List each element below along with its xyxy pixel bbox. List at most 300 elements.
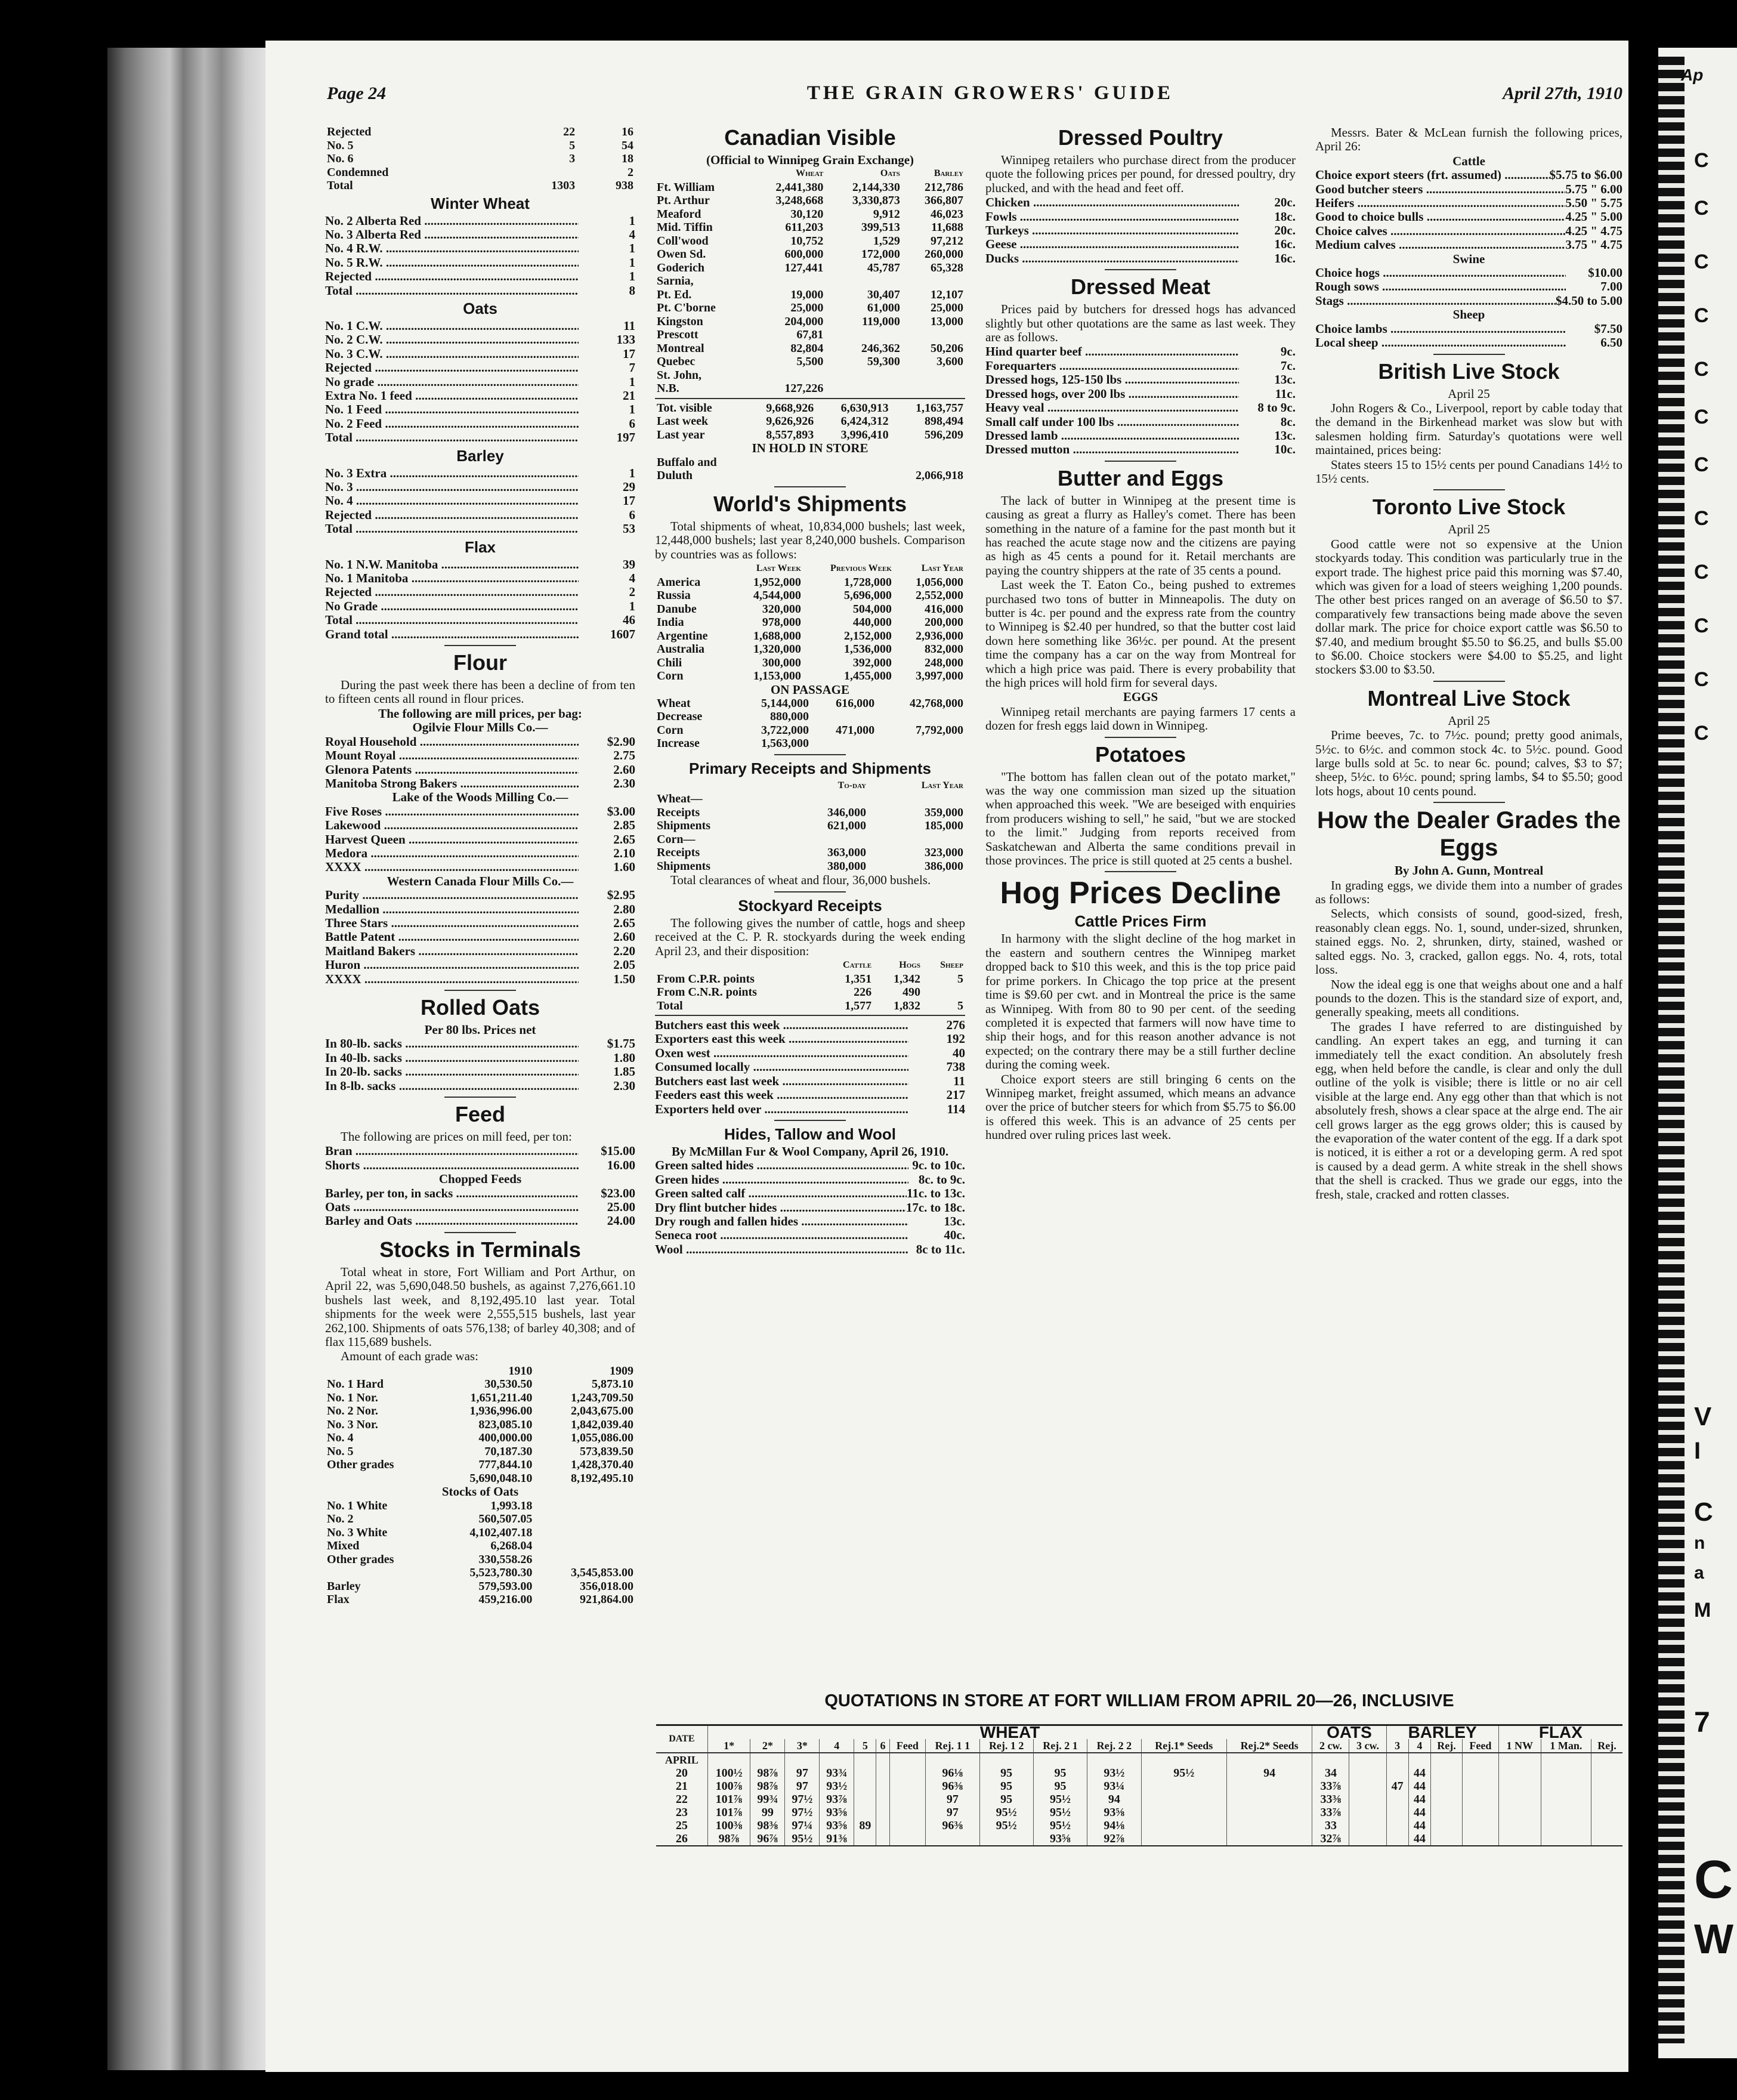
facing-page-glyph: C	[1694, 358, 1709, 381]
cell-value: 1,952,000	[753, 575, 801, 589]
price-row	[325, 735, 635, 749]
table-row	[325, 1472, 635, 1486]
cell-value: 1,455,000	[843, 669, 892, 683]
item-value: 11	[623, 318, 635, 333]
year-header: 1909	[610, 1364, 633, 1378]
price-row	[655, 1032, 965, 1046]
price-row	[325, 903, 635, 916]
quote-price: 93⅝	[820, 1806, 854, 1819]
quote-price	[889, 1832, 926, 1846]
item-value: 5.50 " 5.75	[1565, 196, 1622, 211]
table-row	[325, 1566, 635, 1580]
item-value: 197	[616, 430, 635, 445]
row-label: Mixed	[327, 1539, 360, 1553]
cell-value: 560,507.05	[478, 1512, 533, 1526]
subheading: IN HOLD IN STORE	[752, 441, 868, 456]
quote-price	[1386, 1832, 1408, 1846]
table-row	[325, 1404, 635, 1418]
item-value: 16c.	[1274, 237, 1296, 252]
cell-value	[777, 833, 868, 847]
quote-price	[1431, 1819, 1463, 1832]
quote-price: 44	[1408, 1767, 1430, 1780]
toronto-heading: Toronto Live Stock	[1372, 495, 1566, 520]
item-value: 1	[629, 213, 635, 228]
item-label: Grand total .....	[325, 628, 579, 641]
item-label: Shorts .....	[325, 1159, 579, 1172]
price-row	[325, 805, 635, 819]
cell-value: 366,807	[925, 194, 963, 208]
table-row	[325, 1553, 635, 1567]
cell-value: 5,696,000	[843, 589, 892, 603]
quote-price: 93⅞	[820, 1793, 854, 1806]
flour-heading: Flour	[453, 650, 507, 675]
price-row	[325, 930, 635, 944]
quote-price	[1498, 1767, 1541, 1780]
subheading: (Official to Winnipeg Grain Exchange)	[706, 153, 914, 167]
table-row	[655, 181, 965, 194]
cell-value: 50,206	[931, 341, 963, 355]
cell-value: 3,996,410	[840, 428, 889, 441]
item-value: $10.00	[1588, 265, 1622, 280]
cell-value: 6,268.04	[490, 1539, 533, 1553]
paragraph: Now the ideal egg is one that weighs about one and a half pounds to the dozen. This is the standard size of export, and, generally speaking, meets all conditions.	[1315, 977, 1622, 1020]
item-label: Small calf under 100 lbs .....	[985, 415, 1239, 429]
facing-page-glyph: C	[1694, 614, 1709, 637]
quote-column-header: 2 cw.	[1312, 1739, 1349, 1753]
item-label: Dressed mutton .....	[985, 443, 1239, 456]
quote-price: 95½	[785, 1832, 820, 1846]
cell-empty	[1463, 1753, 1499, 1767]
quote-price	[979, 1832, 1033, 1846]
cell-value: 3	[569, 152, 576, 165]
item-value: 25.00	[607, 1200, 635, 1215]
item-label: Total .....	[325, 522, 579, 536]
row-label: From C.P.R. points	[657, 972, 755, 986]
item-label: Glenora Patents .....	[325, 763, 579, 777]
row-label: Owen Sd.	[657, 248, 706, 261]
book-binding	[107, 48, 280, 2070]
table-row	[655, 710, 965, 724]
quote-price	[1349, 1793, 1386, 1806]
item-value: 13c.	[1274, 428, 1296, 443]
quote-price: 97	[926, 1793, 979, 1806]
item-value: $5.75 to $6.00	[1549, 168, 1622, 183]
meat-heading: Dressed Meat	[1070, 274, 1211, 299]
price-row	[985, 196, 1296, 209]
item-value: $23.00	[601, 1185, 635, 1200]
paragraph: Selects, which consists of sound, good-sized, fresh, reasonably clean eggs. No. 1, sound, under-sized, shrunken, stained eggs. No. 2, shrunken, dirty, stained, washed or salted eggs. No. 3, cracked, gallon eggs. No. 4, rots, total loss.	[1315, 906, 1622, 977]
item-value: 16c.	[1274, 251, 1296, 265]
divider	[444, 1097, 516, 1098]
row-label: Other grades	[327, 1552, 394, 1566]
item-label: Choice hogs .....	[1315, 266, 1566, 280]
cell-value: 82,804	[790, 341, 824, 355]
table-row	[325, 1458, 635, 1472]
quote-price: 96⅞	[750, 1832, 785, 1846]
quote-price	[1386, 1806, 1408, 1819]
oat-stocks-table	[325, 1499, 635, 1607]
quote-row	[656, 1780, 1622, 1793]
item-label: Dressed hogs, over 200 lbs .....	[985, 387, 1239, 401]
cell-value: 621,000	[827, 819, 866, 833]
quote-price: 33⅞	[1312, 1780, 1349, 1793]
price-row	[325, 228, 635, 242]
quote-price: 33	[1312, 1819, 1349, 1832]
quote-price: 101⅞	[707, 1793, 750, 1806]
quote-column-header: Rej. 1 1	[926, 1739, 979, 1753]
cell-empty	[1591, 1753, 1622, 1767]
price-row	[325, 1214, 635, 1228]
item-label: Rejected .....	[325, 270, 579, 283]
facing-page-glyph: V	[1694, 1402, 1712, 1431]
cell-value	[534, 1499, 635, 1513]
price-row	[325, 763, 635, 777]
cell-value: 6,424,312	[840, 415, 889, 428]
quote-price: 95½	[979, 1819, 1033, 1832]
price-row	[655, 1228, 965, 1242]
quote-column-header: 2*	[750, 1739, 785, 1753]
quote-price	[926, 1832, 979, 1846]
table-row	[655, 589, 965, 603]
facing-page-glyph: C	[1694, 507, 1709, 530]
column-2	[655, 122, 965, 1691]
cell-empty	[1226, 1753, 1312, 1767]
subheading: Cattle	[1452, 153, 1485, 168]
quote-price: 44	[1408, 1819, 1430, 1832]
quote-price: 93¾	[820, 1767, 854, 1780]
row-label	[325, 1566, 433, 1580]
oats-group: OATS	[1312, 1725, 1386, 1740]
cell-value: 2,043,675.00	[571, 1404, 633, 1418]
row-label: Mid. Tiffin	[657, 221, 713, 234]
item-label: No. 2 Alberta Red .....	[325, 214, 579, 228]
table-row	[655, 724, 965, 737]
item-label: Choice export steers (frt. assumed) .....	[1315, 168, 1550, 182]
quote-price	[889, 1806, 926, 1819]
cell-value: 1,351	[845, 972, 872, 986]
facing-page-edge	[1658, 48, 1737, 2058]
price-row	[325, 1144, 635, 1158]
section-title: Flax	[464, 538, 496, 556]
price-row	[1315, 224, 1622, 238]
wheat-group: WHEAT	[707, 1725, 1312, 1740]
cell-value: 9,912	[873, 207, 900, 221]
row-label: No. 3 Nor.	[327, 1418, 378, 1431]
stocks-heading: Stocks in Terminals	[379, 1237, 581, 1262]
row-label: Argentine	[657, 629, 708, 643]
item-label: Chicken .....	[985, 196, 1239, 209]
price-row	[325, 467, 635, 480]
cell-value: 471,000	[836, 723, 875, 737]
paragraph: Prime beeves, 7c. to 7½c. pound; pretty good animals, 5½c. to 6½c. and common stock 4c. to 5½c. pound. Good large bulls sold at 5c. to near 6c. pound; calves, $3 to $7; sheep, 5½c. to 6½c. pound; spring lambs, $4 to $5.50; good lots hogs, about 10 cents pound.	[1315, 728, 1622, 798]
dateline: April 25	[1448, 713, 1490, 728]
item-label: Bran .....	[325, 1144, 579, 1158]
subheading: ON PASSAGE	[770, 682, 850, 697]
feed-heading: Feed	[455, 1102, 506, 1127]
price-row	[325, 1200, 635, 1214]
item-label: Heavy veal .....	[985, 401, 1239, 415]
paragraph: During the past week there has been a decline of from ten to fifteen cents all round in flour prices.	[325, 678, 635, 706]
canadian-visible-heading: Canadian Visible	[724, 125, 896, 150]
item-value: 4	[629, 227, 635, 242]
row-label: Corn—	[657, 832, 696, 846]
quote-price: 95½	[1033, 1793, 1087, 1806]
table-row	[655, 355, 965, 369]
paragraph: Total shipments of wheat, 10,834,000 bushels; last week, 12,448,000 bushels; last year 8,240,000 bushels. Comparison by countries was as follows:	[655, 518, 965, 561]
cell-value	[825, 369, 902, 382]
quote-price	[876, 1832, 889, 1846]
item-value: 17	[623, 346, 635, 361]
table-row	[655, 669, 965, 683]
price-row	[655, 1018, 965, 1032]
cell-value: 61,000	[867, 301, 900, 315]
cell-value: 3,330,873	[852, 194, 900, 208]
quote-row	[656, 1819, 1622, 1832]
cell-value: 59,300	[867, 355, 900, 369]
price-row	[1315, 336, 1622, 350]
price-row	[1315, 168, 1622, 182]
price-row	[325, 860, 635, 874]
divider	[444, 1232, 516, 1233]
item-value: 2	[629, 585, 635, 600]
cell-value: 4,544,000	[753, 589, 801, 603]
item-label: In 80-lb. sacks .....	[325, 1037, 579, 1051]
divider	[1105, 461, 1176, 462]
quote-price: 95½	[1141, 1767, 1226, 1780]
item-value: 6	[629, 507, 635, 522]
cell-empty	[750, 1753, 785, 1767]
cell-value	[922, 986, 965, 999]
item-value: 1.50	[613, 971, 635, 986]
table-row	[655, 315, 965, 329]
table-row	[655, 261, 965, 275]
item-value: 29	[623, 480, 635, 494]
item-label: Rejected .....	[325, 361, 579, 375]
cell-value: 13,000	[931, 314, 963, 328]
row-label: Total	[657, 999, 683, 1012]
quote-price	[1349, 1832, 1386, 1846]
facing-page-glyph: a	[1694, 1563, 1704, 1583]
cell-value: 5,873.10	[592, 1378, 633, 1391]
cell-value: 22	[563, 125, 576, 138]
item-label: No grade .....	[325, 375, 579, 389]
cell-empty	[1141, 1753, 1226, 1767]
paragraph: The following are mill prices, per bag:	[378, 706, 582, 721]
cell-empty	[1431, 1753, 1463, 1767]
row-label: Goderich	[657, 261, 704, 274]
cell-value: 65,328	[931, 261, 963, 274]
item-value: 1607	[610, 626, 635, 641]
quote-price	[1431, 1767, 1463, 1780]
table-row	[655, 643, 965, 656]
item-value: 1	[629, 402, 635, 417]
quote-price: 96⅜	[926, 1819, 979, 1832]
quote-price	[1541, 1819, 1591, 1832]
price-row	[985, 387, 1296, 401]
row-label: Pt. Ed.	[657, 288, 692, 301]
item-value: 11c.	[1275, 386, 1296, 401]
column-header: Hogs	[899, 960, 920, 971]
item-value: 9c.	[1280, 344, 1296, 359]
item-value: 24.00	[607, 1213, 635, 1228]
cell-value: 380,000	[827, 859, 866, 873]
cell-value: 823,085.10	[478, 1418, 533, 1431]
item-label: Local sheep .....	[1315, 336, 1566, 350]
price-row	[325, 888, 635, 902]
price-row	[325, 916, 635, 930]
quote-price	[1349, 1780, 1386, 1793]
facing-page-glyph: C	[1694, 668, 1709, 691]
ornamental-border	[1658, 57, 1685, 2043]
column-header: Last Year	[921, 563, 963, 574]
cell-value: 5,690,048.10	[469, 1471, 533, 1485]
cell-value: 490	[902, 986, 920, 999]
table-row	[655, 603, 965, 616]
quote-price	[1591, 1780, 1622, 1793]
cell-value: 25,000	[931, 301, 963, 315]
column-header: Wheat	[795, 168, 824, 179]
quote-column-header: Rej.	[1591, 1739, 1622, 1753]
price-row	[325, 403, 635, 416]
cell-value	[534, 1512, 635, 1526]
cell-value: 579,593.00	[478, 1579, 533, 1593]
cell-value: 5,523,780.30	[469, 1566, 533, 1580]
item-value: 18c.	[1274, 209, 1296, 224]
table-row	[655, 402, 965, 415]
divider	[1105, 737, 1176, 738]
cell-value: 1,536,000	[843, 643, 892, 656]
facing-page-glyph: C	[1694, 406, 1709, 428]
row-label: Rejected	[327, 125, 372, 138]
butter-heading: Butter and Eggs	[1057, 465, 1223, 490]
cell-value: 172,000	[861, 248, 900, 261]
quote-price: 97	[926, 1806, 979, 1819]
cell-value: 921,864.00	[580, 1593, 633, 1607]
divider	[774, 486, 846, 487]
quote-price	[1141, 1780, 1226, 1793]
quote-price	[1463, 1793, 1499, 1806]
item-label: XXXX .....	[325, 972, 579, 986]
cell-value: 1,563,000	[761, 737, 809, 751]
table-row	[325, 1418, 635, 1432]
montreal-heading: Montreal Live Stock	[1367, 685, 1571, 711]
item-label: Good to choice bulls .....	[1315, 210, 1565, 224]
paragraph: Total wheat in store, Fort William and Port Arthur, on April 22, was 5,690,048.50 bushels, as against 7,276,661.10 bushels last week, and 8,192,495.10 last year. Total shipments for the week were 2,555,515 bushels, last year 262,100. Shipments of oats 576,138; of barley 40,308; and of flax 115,689 bushels.	[325, 1264, 635, 1349]
quote-price	[1541, 1767, 1591, 1780]
item-label: Medora .....	[325, 847, 579, 860]
item-label: In 40-lb. sacks .....	[325, 1051, 579, 1065]
quotations-title: QUOTATIONS IN STORE AT FORT WILLIAM FROM APRIL 20—26, INCLUSIVE	[824, 1691, 1454, 1710]
quote-price	[1386, 1819, 1408, 1832]
quote-price: 95½	[1033, 1806, 1087, 1819]
cell-value: 1,163,757	[916, 401, 963, 415]
price-row	[985, 224, 1296, 237]
item-value: 17c. to 18c.	[905, 1200, 965, 1215]
row-label: Buffalo and	[657, 455, 717, 469]
table-row	[655, 860, 965, 873]
quote-price	[1226, 1780, 1312, 1793]
cell-value: 25,000	[790, 301, 824, 315]
price-row	[325, 558, 635, 572]
cell-value	[534, 1539, 635, 1553]
item-label: Mount Royal .....	[325, 749, 579, 762]
item-value: 1	[629, 374, 635, 389]
quote-price: 100½	[707, 1767, 750, 1780]
item-label: Medallion .....	[325, 903, 579, 916]
item-label: Dressed hogs, 125-150 lbs .....	[985, 373, 1239, 387]
quote-column-header: 4	[820, 1739, 854, 1753]
paragraph: In harmony with the slight decline of the hog market in the eastern and southern centres the Winnipeg market dropped back to $10 this week, and this is the top price paid for prime porkers. In Chicago the top price at the present time is $9.60 per cwt. and in Montreal the price is the same as Winnipeg. With from 80 to 90 per cent. of the seeding completed it is expected that farmers will now have time to ship their hogs, and for this reason another advance is not expected; on the contrary there may be a still further decline during the coming week.	[985, 931, 1296, 1072]
quote-price	[854, 1793, 876, 1806]
price-row	[1315, 196, 1622, 210]
row-label: Receipts	[657, 846, 700, 860]
quote-price	[854, 1806, 876, 1819]
quote-row	[656, 1832, 1622, 1846]
quote-column-header: 6	[876, 1739, 889, 1753]
table-row	[655, 697, 965, 711]
item-label: Good butcher steers .....	[1315, 183, 1565, 196]
cell-value: 596,209	[925, 428, 963, 441]
cell-value: 1,342	[893, 972, 920, 986]
facing-page-glyph: C	[1694, 453, 1709, 476]
item-label: Butchers east last week .....	[655, 1074, 908, 1088]
paragraph: "The bottom has fallen clean out of the potato market," was the way one commission man sized up the situation when approached this week. "We are beseiged with enquiries from producers wishing to sell," he said, "but we are stocked to the limit." Judging from reports received from Saskatchewan and Alberta the same conditions prevail in those provinces. The price is still quoted at 25 cents a bushel.	[985, 769, 1296, 868]
facing-page-glyph: C	[1694, 1850, 1733, 1910]
quote-price	[1541, 1832, 1591, 1846]
item-value: 2.30	[613, 776, 635, 790]
cell-value: 2,152,000	[843, 629, 892, 643]
cell-value: 1,728,000	[843, 575, 892, 589]
dateline: April 25	[1448, 386, 1490, 401]
quote-price: 44	[1408, 1793, 1430, 1806]
quote-price	[1349, 1806, 1386, 1819]
cell-value: 5	[957, 972, 963, 986]
item-label: Purity .....	[325, 888, 579, 902]
price-row	[325, 522, 635, 536]
quote-price: 100⅞	[707, 1780, 750, 1793]
cell-value: 1,842,039.40	[571, 1418, 633, 1431]
byline: By John A. Gunn, Montreal	[1394, 863, 1544, 878]
item-value: 6	[629, 416, 635, 431]
cell-value	[902, 369, 965, 382]
item-label: In 20-lb. sacks .....	[325, 1065, 579, 1079]
cell-value: 11,688	[931, 221, 963, 234]
paragraph: States steers 15 to 15½ cents per pound Canadians 14½ to 15½ cents.	[1315, 457, 1622, 486]
price-row	[985, 443, 1296, 456]
row-label: Last week	[657, 415, 709, 428]
table-row	[655, 301, 965, 315]
quote-price	[1349, 1819, 1386, 1832]
quote-price	[1386, 1767, 1408, 1780]
table-row	[655, 846, 965, 860]
price-row	[655, 1215, 965, 1228]
price-row	[1315, 294, 1622, 308]
facing-page-glyph: C	[1694, 1497, 1713, 1527]
quote-price: 93⅝	[1033, 1832, 1087, 1846]
item-label: No. 3 Extra .....	[325, 467, 579, 480]
hides-heading: Hides, Tallow and Wool	[724, 1125, 896, 1143]
british-heading: British Live Stock	[1378, 359, 1560, 384]
cell-empty	[1386, 1753, 1408, 1767]
month-label: APRIL	[664, 1754, 698, 1766]
cell-value: 16	[622, 125, 633, 138]
cell-value: 30,407	[867, 288, 900, 301]
quote-price: 94⅛	[1087, 1819, 1141, 1832]
quote-price: 95	[979, 1793, 1033, 1806]
cell-value: 6,630,913	[840, 401, 889, 415]
quote-price	[889, 1793, 926, 1806]
cell-value: 200,000	[925, 616, 963, 629]
